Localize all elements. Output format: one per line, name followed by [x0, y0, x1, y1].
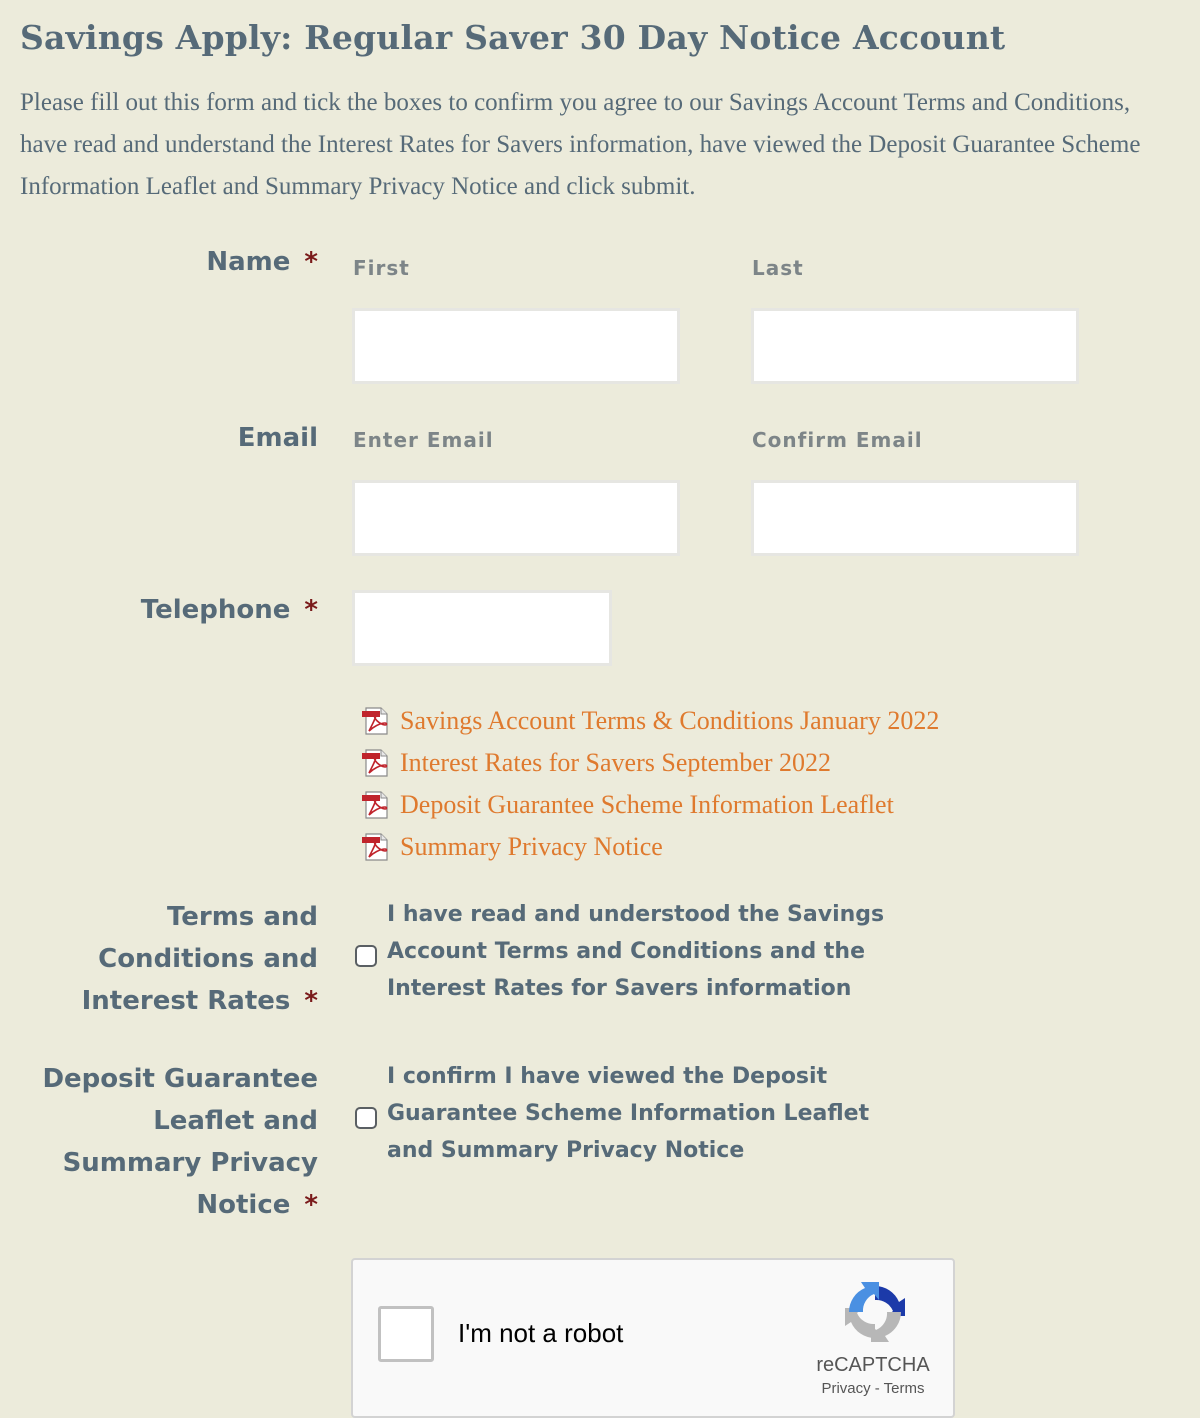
deposit-label-line	[42, 1184, 318, 1226]
email-input[interactable]	[352, 480, 680, 556]
terms-label-line: Terms and	[166, 902, 318, 932]
recaptcha-widget	[351, 1258, 955, 1418]
required-marker: *	[304, 247, 318, 277]
doc-link-deposit-guarantee[interactable]	[360, 784, 939, 826]
document-links	[360, 700, 939, 868]
deposit-checkbox-text: I confirm I have viewed the Deposit Guarantee Scheme Information Leaflet and Summary Privacy Notice	[387, 1064, 870, 1163]
pdf-icon	[360, 789, 392, 821]
last-name-input[interactable]	[751, 308, 1079, 384]
required-marker: *	[304, 1190, 318, 1220]
confirm-email-sublabel: Confirm Email	[752, 428, 923, 452]
terms-label-line	[82, 980, 318, 1022]
recaptcha-label: I'm not a robot	[458, 1318, 624, 1348]
required-marker: *	[304, 986, 318, 1016]
recaptcha-brand: reCAPTCHA	[816, 1354, 930, 1376]
terms-label-line-text: Interest Rates	[81, 986, 291, 1016]
doc-link-label: Interest Rates for Savers September 2022	[400, 748, 832, 777]
terms-checkbox[interactable]	[355, 945, 377, 967]
doc-link-interest-rates[interactable]	[360, 742, 939, 784]
recaptcha-checkbox[interactable]	[378, 1306, 434, 1362]
pdf-icon	[360, 705, 392, 737]
doc-link-label: Deposit Guarantee Scheme Information Leaflet	[400, 790, 894, 819]
doc-link-label: Summary Privacy Notice	[400, 832, 663, 861]
doc-link-privacy-notice[interactable]	[360, 826, 939, 868]
telephone-label-text: Telephone	[140, 595, 291, 625]
deposit-label-line: Leaflet and	[153, 1106, 318, 1136]
doc-link-label: Savings Account Terms & Conditions January 2022	[400, 706, 940, 735]
recaptcha-links[interactable]: Privacy - Terms	[821, 1380, 925, 1397]
name-label-text: Name	[206, 247, 291, 277]
deposit-label-line: Deposit Guarantee	[42, 1064, 318, 1094]
first-name-input[interactable]	[352, 308, 680, 384]
last-name-sublabel: Last	[752, 256, 804, 280]
deposit-label	[42, 1058, 318, 1226]
terms-label	[82, 896, 318, 1022]
doc-link-terms[interactable]	[360, 700, 939, 742]
pdf-icon	[360, 747, 392, 779]
deposit-label-line: Summary Privacy	[62, 1148, 318, 1178]
terms-label-line: Conditions and	[98, 944, 318, 974]
deposit-label-line-text: Notice	[196, 1190, 291, 1220]
intro-text: Please fill out this form and tick the boxes to confirm you agree to our Savings Account Terms and Conditions, have read and understand the Interest Rates for Savers information, have viewed the Deposit Guarantee Scheme Information Leaflet and Summary Privacy Notice and click submit.	[20, 89, 1141, 200]
confirm-email-input[interactable]	[751, 480, 1079, 556]
telephone-input[interactable]	[352, 590, 612, 666]
required-marker: *	[304, 595, 318, 625]
enter-email-sublabel: Enter Email	[353, 428, 494, 452]
name-label	[206, 241, 318, 283]
recaptcha-logo-icon	[843, 1280, 907, 1344]
deposit-checkbox[interactable]	[355, 1107, 377, 1129]
email-label: Email	[237, 423, 318, 453]
pdf-icon	[360, 831, 392, 863]
first-name-sublabel: First	[353, 256, 410, 280]
telephone-label	[141, 589, 318, 631]
page-title: Savings Apply: Regular Saver 30 Day Notice Account	[20, 18, 1006, 57]
terms-checkbox-text: I have read and understood the Savings Account Terms and Conditions and the Interest Rates for Savers information	[387, 902, 885, 1001]
